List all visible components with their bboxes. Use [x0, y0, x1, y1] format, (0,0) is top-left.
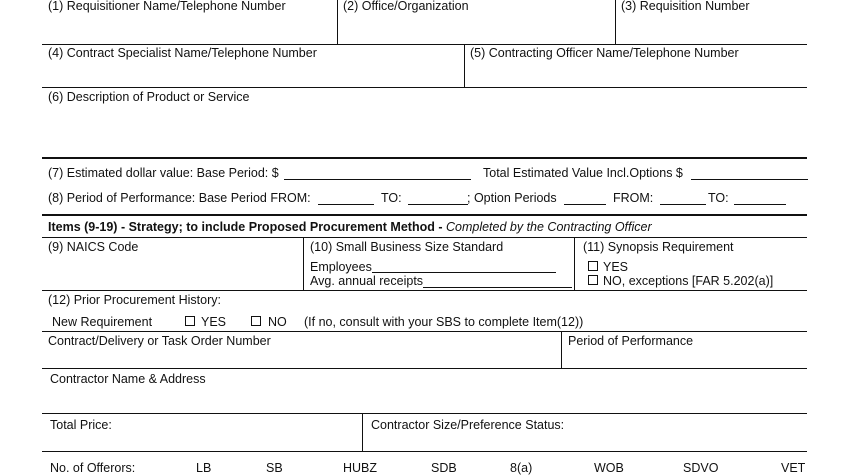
from-label: FROM:: [613, 191, 654, 205]
estimated-value-label: (7) Estimated dollar value: Base Period: $: [48, 166, 279, 180]
total-price-label: Total Price:: [50, 418, 112, 432]
employees-label: Employees: [310, 260, 372, 274]
receipts-line[interactable]: [423, 287, 572, 288]
hubz-label: HUBZ: [343, 461, 378, 475]
base-value-line[interactable]: [284, 179, 471, 180]
divider: [42, 237, 807, 238]
divider: [42, 331, 807, 332]
divider: [42, 413, 807, 414]
divider: [464, 44, 465, 88]
contract-order-label: Contract/Delivery or Task Order Number: [48, 334, 271, 348]
divider: [42, 44, 807, 45]
divider: [362, 413, 363, 451]
new-requirement-yes-checkbox[interactable]: [185, 316, 195, 326]
requisitioner-label: (1) Requisitioner Name/Telephone Number: [48, 0, 286, 13]
divider: [615, 0, 616, 45]
divider: [337, 0, 338, 45]
new-requirement-no-label: NO: [268, 315, 287, 329]
vet-label: VET: [781, 461, 806, 475]
consult-note: (If no, consult with your SBS to complete Item(12)): [304, 315, 584, 329]
base-from-line[interactable]: [318, 204, 374, 205]
option-from-line[interactable]: [660, 204, 706, 205]
contractor-name-label: Contractor Name & Address: [50, 372, 206, 386]
synopsis-yes-label: YES: [603, 260, 629, 274]
wob-label: WOB: [594, 461, 624, 475]
option-to-line[interactable]: [734, 204, 786, 205]
contracting-officer-label: (5) Contracting Officer Name/Telephone Number: [470, 46, 739, 60]
new-requirement-yes-label: YES: [201, 315, 227, 329]
strategy-bold: Items (9-19) - Strategy; to include Proposed Procurement Method -: [48, 220, 446, 234]
synopsis-no-checkbox[interactable]: [588, 275, 598, 285]
contract-specialist-label: (4) Contract Specialist Name/Telephone Number: [48, 46, 317, 60]
strategy-heading: [48, 221, 652, 234]
synopsis-no-label: NO, exceptions [FAR 5.202(a)]: [603, 274, 774, 288]
divider: [303, 237, 304, 291]
divider: [42, 87, 807, 88]
base-to-line[interactable]: [408, 204, 468, 205]
option-periods-label: ; Option Periods: [467, 191, 557, 205]
divider: [42, 368, 807, 369]
office-label: (2) Office/Organization: [343, 0, 469, 13]
sb-label: SB: [266, 461, 283, 475]
total-value-label: Total Estimated Value Incl.Options $: [483, 166, 683, 180]
total-value-line[interactable]: [691, 179, 808, 180]
receipts-label: Avg. annual receipts: [310, 274, 424, 288]
sdb-label: SDB: [431, 461, 457, 475]
period-performance-label: Period of Performance: [568, 334, 694, 348]
synopsis-yes-checkbox[interactable]: [588, 261, 598, 271]
description-label: (6) Description of Product or Service: [48, 90, 250, 104]
employees-line[interactable]: [372, 272, 556, 273]
size-preference-label: Contractor Size/Preference Status:: [371, 418, 565, 432]
divider: [42, 157, 807, 159]
to-label: TO:: [708, 191, 729, 205]
strategy-italic: Completed by the Contracting Officer: [445, 220, 652, 234]
divider: [42, 451, 807, 452]
naics-label: (9) NAICS Code: [48, 240, 139, 254]
divider: [561, 331, 562, 369]
sdvo-label: SDVO: [683, 461, 719, 475]
to-label: TO:: [381, 191, 402, 205]
synopsis-label: (11) Synopsis Requirement: [583, 240, 734, 254]
option-periods-line[interactable]: [564, 204, 606, 205]
8a-label: 8(a): [510, 461, 533, 475]
requisition-number-label: (3) Requisition Number: [621, 0, 750, 13]
divider: [42, 290, 807, 291]
prior-history-label: (12) Prior Procurement History:: [48, 293, 221, 307]
sb-size-label: (10) Small Business Size Standard: [310, 240, 504, 254]
offerors-label: No. of Offerors:: [50, 461, 136, 475]
new-requirement-label: New Requirement: [52, 315, 153, 329]
period-of-performance-label: (8) Period of Performance: Base Period FROM:: [48, 191, 311, 205]
divider: [574, 237, 575, 291]
divider: [42, 214, 807, 216]
lb-label: LB: [196, 461, 212, 475]
new-requirement-no-checkbox[interactable]: [251, 316, 261, 326]
